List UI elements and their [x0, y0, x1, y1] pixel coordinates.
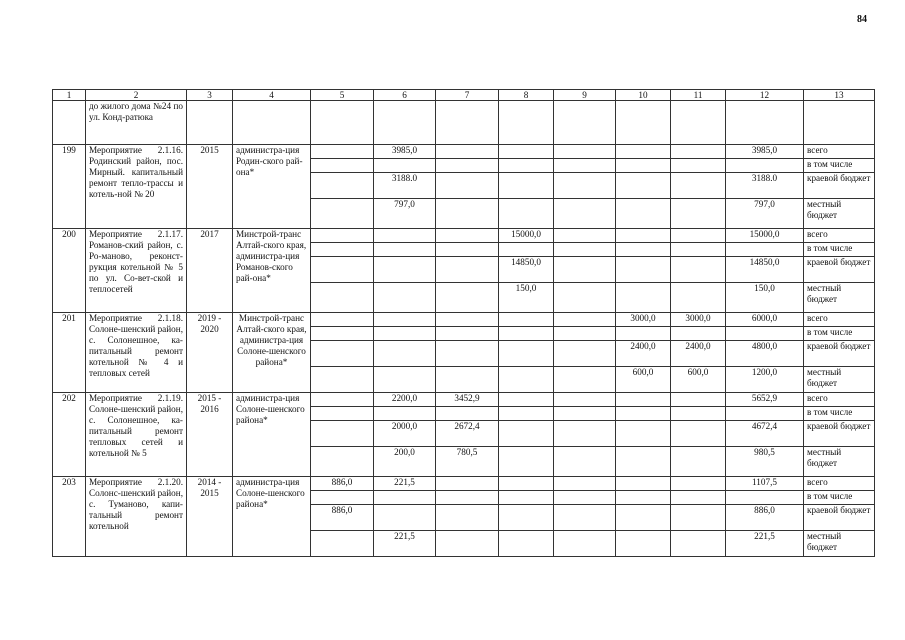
amount-cell: 15000,0: [726, 229, 804, 243]
amount-cell: [499, 447, 554, 477]
amount-cell: [726, 491, 804, 505]
amount-cell: 886,0: [311, 505, 374, 531]
amount-cell: 886,0: [726, 505, 804, 531]
funding-source: в том числе: [804, 407, 875, 421]
activity-executor: администра-ция Солоне-шенского района*: [233, 393, 311, 477]
amount-cell: [616, 243, 671, 257]
amount-cell: [671, 173, 726, 199]
table-row: [53, 477, 875, 491]
amount-cell: [436, 145, 499, 159]
column-header: 12: [726, 90, 804, 101]
amount-cell: [374, 313, 436, 327]
amount-cell: [311, 229, 374, 243]
activity-years: 2019 - 2020: [187, 313, 233, 393]
amount-cell: 14850,0: [726, 257, 804, 283]
amount-cell: [436, 367, 499, 393]
amount-cell: [726, 159, 804, 173]
amount-cell: 15000,0: [499, 229, 554, 243]
activity-years: 2015: [187, 145, 233, 229]
activity-description: Мероприятие 2.1.20. Солонс-шенский район, с. Туманово, капи-тальный ремонт котельной: [86, 477, 187, 557]
amount-cell: 600,0: [616, 367, 671, 393]
funding-source: в том числе: [804, 159, 875, 173]
amount-cell: 3452,9: [436, 393, 499, 407]
amount-cell: [616, 173, 671, 199]
amount-cell: [616, 393, 671, 407]
amount-cell: [616, 407, 671, 421]
continuation-description: до жилого дома №24 по ул. Конд-ратюка: [86, 101, 187, 145]
activity-description: Мероприятие 2.1.17. Романов-ский район, с. Ро-маново, реконст-рукция котельной № 5 по ул. Со-вет-ской и теплосетей: [86, 229, 187, 313]
amount-cell: [374, 159, 436, 173]
amount-cell: 221,5: [374, 477, 436, 491]
activity-description: Мероприятие 2.1.19. Солоне-шенский район, с. Солонешное, ка-питальный ремонт тепловых сетей и котельной № 5: [86, 393, 187, 477]
amount-cell: [616, 447, 671, 477]
amount-cell: [554, 341, 616, 367]
amount-cell: [671, 447, 726, 477]
amount-cell: 886,0: [311, 477, 374, 491]
column-header: 6: [374, 90, 436, 101]
column-header: 8: [499, 90, 554, 101]
amount-cell: [554, 173, 616, 199]
amount-cell: [499, 341, 554, 367]
funding-source: в том числе: [804, 243, 875, 257]
amount-cell: 4672,4: [726, 421, 804, 447]
amount-cell: [671, 229, 726, 243]
amount-cell: [436, 173, 499, 199]
amount-cell: [554, 283, 616, 313]
funding-source: краевой бюджет: [804, 173, 875, 199]
amount-cell: [311, 313, 374, 327]
amount-cell: [311, 421, 374, 447]
amount-cell: 200,0: [374, 447, 436, 477]
amount-cell: [436, 283, 499, 313]
funding-source: краевой бюджет: [804, 257, 875, 283]
funding-source: местный бюджет: [804, 531, 875, 557]
amount-cell: [616, 477, 671, 491]
amount-cell: [436, 199, 499, 229]
amount-cell: [311, 199, 374, 229]
amount-cell: [436, 407, 499, 421]
amount-cell: 2672,4: [436, 421, 499, 447]
amount-cell: [499, 505, 554, 531]
amount-cell: [616, 145, 671, 159]
amount-cell: [554, 367, 616, 393]
funding-source: местный бюджет: [804, 367, 875, 393]
amount-cell: [311, 367, 374, 393]
activity-executor: Минстрой-транс Алтай-ского края, администра-ция Романов-ского рай-она*: [233, 229, 311, 313]
amount-cell: [671, 421, 726, 447]
amount-cell: [554, 447, 616, 477]
amount-cell: [726, 243, 804, 257]
amount-cell: [554, 243, 616, 257]
amount-cell: [374, 407, 436, 421]
amount-cell: [374, 341, 436, 367]
amount-cell: [616, 283, 671, 313]
amount-cell: [616, 199, 671, 229]
activity-executor: администра-ция Родин-ского рай-она*: [233, 145, 311, 229]
table-row: [53, 145, 875, 159]
amount-cell: 5652,9: [726, 393, 804, 407]
amount-cell: [554, 257, 616, 283]
activity-number: 199: [53, 145, 86, 229]
amount-cell: [499, 407, 554, 421]
amount-cell: [671, 505, 726, 531]
amount-cell: [374, 229, 436, 243]
funding-source: местный бюджет: [804, 447, 875, 477]
amount-cell: [499, 531, 554, 557]
activity-years: 2017: [187, 229, 233, 313]
funding-source: всего: [804, 393, 875, 407]
amount-cell: [554, 327, 616, 341]
amount-cell: 150,0: [726, 283, 804, 313]
page-number: 84: [857, 14, 867, 25]
amount-cell: [436, 229, 499, 243]
amount-cell: [671, 145, 726, 159]
activity-years: 2015 - 2016: [187, 393, 233, 477]
amount-cell: [311, 491, 374, 505]
amount-cell: [311, 243, 374, 257]
amount-cell: [311, 283, 374, 313]
amount-cell: [671, 327, 726, 341]
amount-cell: 797,0: [374, 199, 436, 229]
amount-cell: [311, 447, 374, 477]
amount-cell: [311, 327, 374, 341]
amount-cell: [499, 159, 554, 173]
amount-cell: [554, 393, 616, 407]
amount-cell: 3985,0: [374, 145, 436, 159]
amount-cell: [726, 327, 804, 341]
amount-cell: [616, 531, 671, 557]
amount-cell: 14850,0: [499, 257, 554, 283]
amount-cell: [374, 243, 436, 257]
funding-source: всего: [804, 313, 875, 327]
amount-cell: [499, 477, 554, 491]
amount-cell: [554, 421, 616, 447]
funding-source: всего: [804, 477, 875, 491]
amount-cell: 150,0: [499, 283, 554, 313]
amount-cell: 780,5: [436, 447, 499, 477]
amount-cell: [671, 159, 726, 173]
amount-cell: [436, 313, 499, 327]
amount-cell: [499, 313, 554, 327]
program-activities-table: [52, 89, 875, 557]
amount-cell: [499, 367, 554, 393]
amount-cell: 3000,0: [616, 313, 671, 327]
amount-cell: [554, 313, 616, 327]
activity-number: 203: [53, 477, 86, 557]
activity-number: 200: [53, 229, 86, 313]
amount-cell: [726, 407, 804, 421]
amount-cell: 1200,0: [726, 367, 804, 393]
amount-cell: [671, 393, 726, 407]
amount-cell: [616, 229, 671, 243]
amount-cell: [671, 531, 726, 557]
funding-source: всего: [804, 145, 875, 159]
amount-cell: [436, 159, 499, 173]
activity-executor: администра-ция Солоне-шенского района*: [233, 477, 311, 557]
amount-cell: 980,5: [726, 447, 804, 477]
amount-cell: [311, 407, 374, 421]
amount-cell: [436, 341, 499, 367]
activity-description: Мероприятие 2.1.18. Солоне-шенский район, с. Солонешное, ка-питальный ремонт котельной № 4 и тепловых сетей: [86, 313, 187, 393]
amount-cell: 3985,0: [726, 145, 804, 159]
amount-cell: [311, 393, 374, 407]
amount-cell: 4800,0: [726, 341, 804, 367]
funding-source: краевой бюджет: [804, 341, 875, 367]
activity-number: 202: [53, 393, 86, 477]
amount-cell: [499, 491, 554, 505]
amount-cell: [616, 505, 671, 531]
amount-cell: 2000,0: [374, 421, 436, 447]
funding-source: всего: [804, 229, 875, 243]
amount-cell: [554, 531, 616, 557]
amount-cell: [616, 159, 671, 173]
funding-source: краевой бюджет: [804, 421, 875, 447]
amount-cell: 221,5: [726, 531, 804, 557]
funding-source: краевой бюджет: [804, 505, 875, 531]
amount-cell: [311, 341, 374, 367]
activity-years: 2014 - 2015: [187, 477, 233, 557]
amount-cell: [554, 407, 616, 421]
activity-number: 201: [53, 313, 86, 393]
amount-cell: [374, 491, 436, 505]
amount-cell: [554, 491, 616, 505]
column-header: 4: [233, 90, 311, 101]
amount-cell: [499, 243, 554, 257]
amount-cell: 2400,0: [616, 341, 671, 367]
column-header: 5: [311, 90, 374, 101]
amount-cell: [616, 327, 671, 341]
amount-cell: [499, 173, 554, 199]
column-header: 3: [187, 90, 233, 101]
amount-cell: [554, 159, 616, 173]
amount-cell: [436, 531, 499, 557]
amount-cell: [311, 159, 374, 173]
funding-source: местный бюджет: [804, 199, 875, 229]
amount-cell: [616, 257, 671, 283]
column-header: 11: [671, 90, 726, 101]
amount-cell: [436, 327, 499, 341]
amount-cell: [554, 229, 616, 243]
activity-description: Мероприятие 2.1.16. Родинский район, пос. Мирный. капитальный ремонт тепло-трассы и котель-ной № 20: [86, 145, 187, 229]
amount-cell: [436, 477, 499, 491]
amount-cell: [311, 531, 374, 557]
amount-cell: [616, 421, 671, 447]
amount-cell: [374, 327, 436, 341]
table-row: [53, 393, 875, 407]
amount-cell: [436, 243, 499, 257]
amount-cell: 3188.0: [374, 173, 436, 199]
amount-cell: [374, 283, 436, 313]
activity-executor: Минстрой-транс Алтай-ского края, администра-ция Солоне-шенского района*: [233, 313, 311, 393]
amount-cell: 600,0: [671, 367, 726, 393]
amount-cell: [311, 257, 374, 283]
amount-cell: [671, 257, 726, 283]
amount-cell: [499, 199, 554, 229]
table-row: [53, 313, 875, 327]
amount-cell: [671, 407, 726, 421]
amount-cell: 2400,0: [671, 341, 726, 367]
column-header: 13: [804, 90, 875, 101]
amount-cell: 6000,0: [726, 313, 804, 327]
continuation-row: [53, 101, 875, 145]
amount-cell: [436, 505, 499, 531]
funding-source: местный бюджет: [804, 283, 875, 313]
table-row: [53, 229, 875, 243]
amount-cell: [671, 477, 726, 491]
amount-cell: 3188.0: [726, 173, 804, 199]
amount-cell: [499, 421, 554, 447]
amount-cell: [374, 505, 436, 531]
amount-cell: [374, 257, 436, 283]
amount-cell: [499, 327, 554, 341]
amount-cell: [554, 199, 616, 229]
funding-source: в том числе: [804, 327, 875, 341]
column-header: 10: [616, 90, 671, 101]
column-header: 7: [436, 90, 499, 101]
amount-cell: [374, 367, 436, 393]
amount-cell: [671, 199, 726, 229]
amount-cell: 3000,0: [671, 313, 726, 327]
amount-cell: [671, 243, 726, 257]
amount-cell: 797,0: [726, 199, 804, 229]
amount-cell: 2200,0: [374, 393, 436, 407]
amount-cell: [311, 173, 374, 199]
column-number-header: [53, 90, 875, 101]
column-header: 9: [554, 90, 616, 101]
amount-cell: [554, 505, 616, 531]
amount-cell: [499, 145, 554, 159]
funding-source: в том числе: [804, 491, 875, 505]
column-header: 1: [53, 90, 86, 101]
amount-cell: [311, 145, 374, 159]
column-header: 2: [86, 90, 187, 101]
amount-cell: 1107,5: [726, 477, 804, 491]
amount-cell: [436, 491, 499, 505]
amount-cell: [671, 491, 726, 505]
amount-cell: 221,5: [374, 531, 436, 557]
amount-cell: [616, 491, 671, 505]
amount-cell: [554, 477, 616, 491]
amount-cell: [554, 145, 616, 159]
amount-cell: [671, 283, 726, 313]
amount-cell: [436, 257, 499, 283]
amount-cell: [499, 393, 554, 407]
